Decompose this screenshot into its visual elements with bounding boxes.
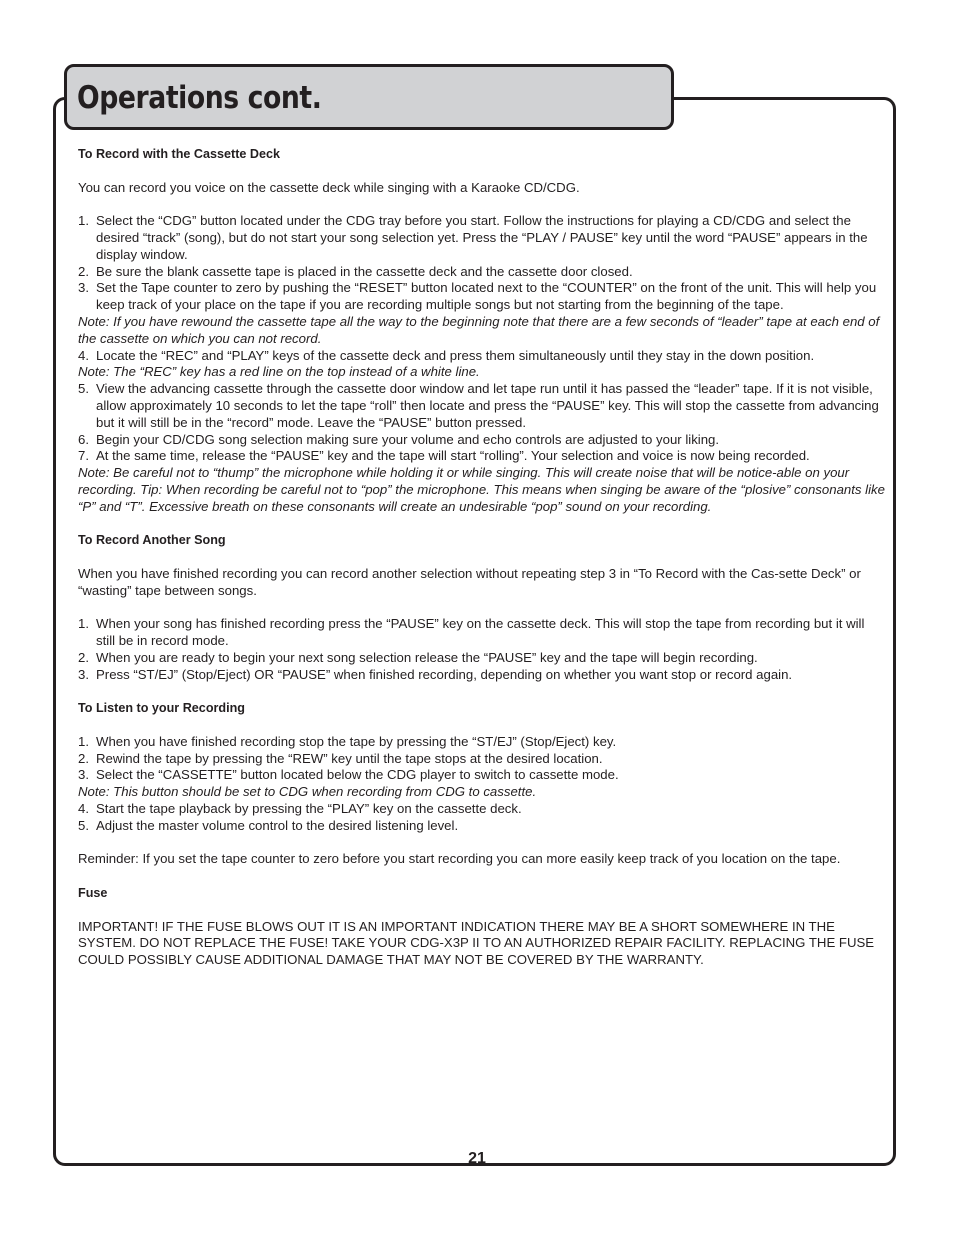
title-tab (64, 64, 674, 130)
another-intro: When you have finished recording you can record another selection without repeating step 3 in “To Record with the Cas-sette Deck” or “wasting” tape between songs. (78, 565, 861, 598)
list-item: 3. Set the Tape counter to zero by pushing the “RESET” button located next to the “COUNTER” on the front of the unit. This will help you keep track of your place on the tape if you are recording multiple songs but not starting from the beginning of the tape. (78, 280, 877, 313)
section-heading-another: To Record Another Song (78, 533, 226, 548)
list-item: 5. Adjust the master volume control to the desired listening level. (78, 817, 459, 833)
list-item: 1. Select the “CDG” button located under the CDG tray before you start. Follow the instructions for playing a CD/CDG and select the desired “track” (song), but do not start your song selection yet. Press the “PLAY / PAUSE” key until the word “PAUSE” appears in the display window. (78, 213, 868, 262)
note: Note: The “REC” key has a red line on the top instead of a white line. (78, 364, 480, 380)
page-title: Operations cont. (77, 80, 322, 116)
list-item: 3. Select the “CASSETTE” button located below the CDG player to switch to cassette mode. (78, 767, 619, 783)
list-item: 5. View the advancing cassette through the cassette door window and let tape run until it has passed the “leader” tape. If it is not visible, allow approximately 10 seconds to let the tape “roll” then locate and press the “PAUSE” key. This will stop the cassette from advancing but it will still be in the “record” mode. Leave the “PAUSE” button pressed. (78, 381, 879, 430)
note: Note: This button should be set to CDG when recording from CDG to cassette. (78, 784, 537, 800)
list-item: 4. Locate the “REC” and “PLAY” keys of the cassette deck and press them simultaneously until they stay in the down position. (78, 347, 815, 363)
list-item: 7. At the same time, release the “PAUSE” key and the tape will start “rolling”. Your selection and voice is now being recorded. (78, 448, 810, 464)
section-heading-record: To Record with the Cassette Deck (78, 147, 281, 161)
page-number: 21 (468, 1150, 486, 1167)
list-item: 1. When your song has finished recording press the “PAUSE” key on the cassette deck. This will stop the tape from recording but it will still be in record mode. (78, 616, 865, 649)
list-item: 4. Start the tape playback by pressing the “PLAY” key on the cassette deck. (78, 801, 522, 817)
record-intro: You can record you voice on the cassette deck while singing with a Karaoke CD/CDG. (78, 179, 580, 195)
list-item: 6. Begin your CD/CDG song selection making sure your volume and echo controls are adjusted to your liking. (78, 431, 720, 447)
list-item: 1. When you have finished recording stop the tape by pressing the “ST/EJ” (Stop/Eject) key. (78, 733, 617, 749)
fuse-warning: IMPORTANT! IF THE FUSE BLOWS OUT IT IS AN IMPORTANT INDICATION THERE MAY BE A SHORT SOMEWHERE IN THE SYSTEM. DO NOT REPLACE THE FUSE! TAKE YOUR CDG-X3P II TO AN AUTHORIZED REPAIR FACILITY. REPLACING THE FUSE COULD POSSIBLY CAUSE ADDITIONAL DAMAGE THAT MAY NOT BE COVERED BY THE WARRANTY. (78, 918, 875, 968)
list-item: 3. Press “ST/EJ” (Stop/Eject) OR “PAUSE” when finished recording, depending on whether you want stop or record again. (78, 666, 793, 682)
list-item: 2. Be sure the blank cassette tape is placed in the cassette deck and the cassette door closed. (78, 263, 633, 279)
list-item: 2. Rewind the tape by pressing the “REW” key until the tape stops at the desired location. (78, 750, 603, 766)
note: Note: If you have rewound the cassette tape all the way to the beginning note that there are a few seconds of “leader” tape at each end of the cassette on which you can not record. (78, 313, 880, 346)
section-heading-listen: To Listen to your Recording (78, 701, 245, 716)
list-item: 2. When you are ready to begin your next song selection release the “PAUSE” key and the tape will begin recording. (78, 649, 758, 665)
page-content (78, 146, 886, 969)
reminder: Reminder: If you set the tape counter to zero before you start recording you can more easily keep track of you location on the tape. (78, 851, 841, 867)
section-heading-fuse: Fuse (78, 886, 108, 901)
note: Note: Be careful not to “thump” the microphone while holding it or while singing. This will create noise that will be notice-able on your recording. Tip: When recording be careful not to “pop” the microphone. This means when singing be aware of the “plosive” consonants like “P” and “T”. Excessive breath on these consonants will create an undesirable “pop” sound on your recording. (78, 465, 885, 514)
